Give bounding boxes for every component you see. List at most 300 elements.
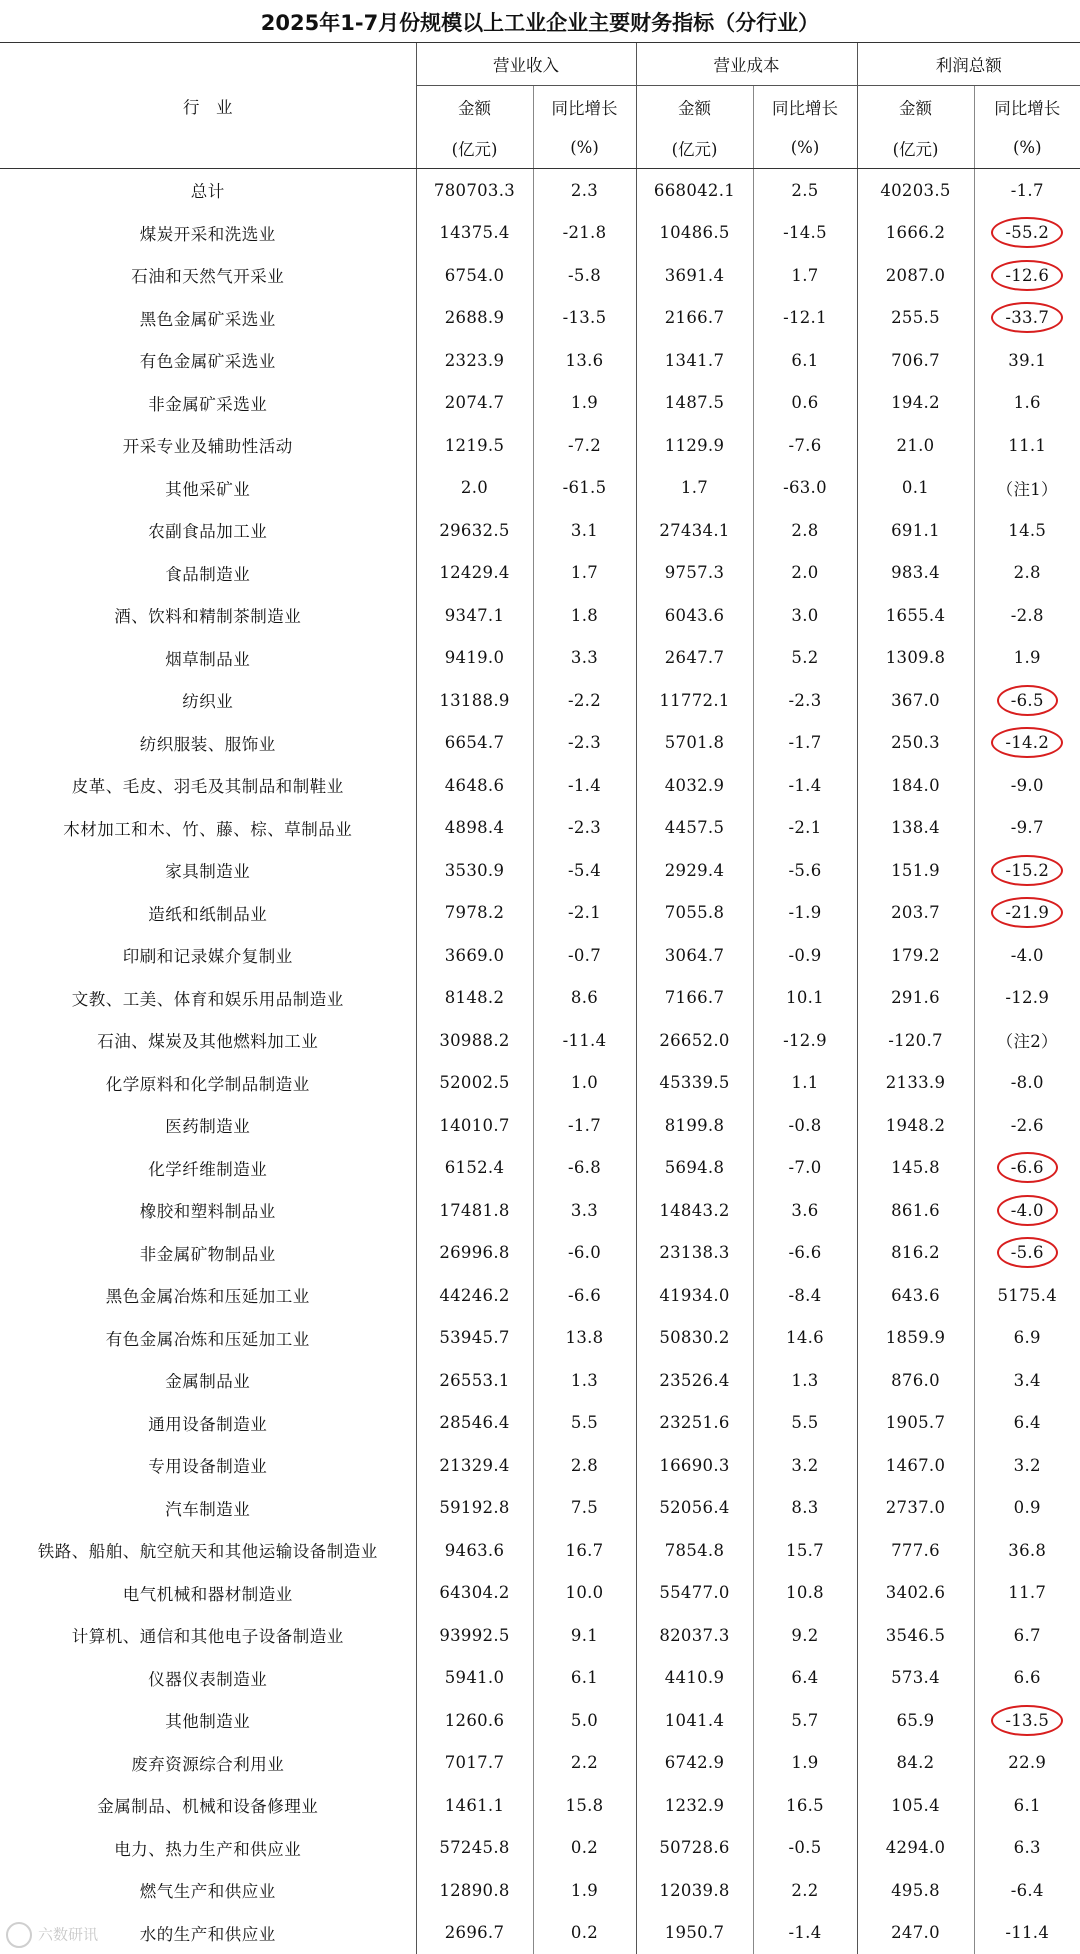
revenue-yoy-cell	[533, 212, 636, 255]
cost-yoy: -0.9	[788, 945, 822, 965]
profit-yoy-cell	[974, 382, 1080, 425]
industry-name-cell	[0, 1784, 416, 1827]
cost-yoy-cell	[753, 467, 857, 510]
cost-yoy: 3.6	[791, 1200, 819, 1220]
revenue-yoy: -5.4	[567, 860, 601, 880]
revenue-yoy-cell	[533, 1189, 636, 1232]
profit-yoy-cell	[974, 424, 1080, 467]
cost-yoy-cell	[753, 1444, 857, 1487]
cost-amount: 52056.4	[659, 1498, 730, 1518]
cost-yoy-cell	[753, 1402, 857, 1445]
cost-amount: 3064.7	[664, 945, 725, 965]
industry-name-cell	[0, 212, 416, 255]
profit-amount-cell	[857, 297, 974, 340]
industry-name-cell	[0, 679, 416, 722]
cost-yoy-cell	[753, 1359, 857, 1402]
profit-yoy-cell	[974, 212, 1080, 255]
profit-amount-cell	[857, 1019, 974, 1062]
revenue-amount: 14375.4	[439, 223, 510, 243]
table-row	[0, 849, 1080, 892]
profit-amount: 179.2	[891, 945, 940, 965]
cost-yoy: 5.2	[791, 648, 819, 668]
revenue-yoy: -7.2	[567, 435, 601, 455]
circled-profit-yoy: -14.2	[991, 727, 1063, 758]
revenue-yoy: -21.8	[562, 223, 607, 243]
industry-name: 印刷和记录媒介复制业	[122, 947, 293, 967]
cost-amount-cell	[636, 509, 753, 552]
profit-amount: 203.7	[891, 903, 940, 923]
revenue-amount: 13188.9	[439, 690, 510, 710]
profit-amount: 643.6	[891, 1285, 940, 1305]
cost-amount: 14843.2	[659, 1200, 730, 1220]
profit-yoy-cell	[974, 1699, 1080, 1742]
revenue-yoy-cell	[533, 934, 636, 977]
industry-name-cell	[0, 1019, 416, 1062]
industry-name-cell	[0, 1572, 416, 1615]
industry-name: 皮革、毛皮、羽毛及其制品和制鞋业	[71, 777, 344, 797]
industry-name: 通用设备制造业	[148, 1414, 268, 1434]
table-row	[0, 1232, 1080, 1275]
revenue-amount-cell	[416, 169, 533, 212]
revenue-amount-cell	[416, 552, 533, 595]
profit-amount-cell	[857, 1104, 974, 1147]
cost-amount: 9757.3	[664, 563, 725, 583]
revenue-yoy: 9.1	[570, 1625, 599, 1645]
revenue-yoy-cell	[533, 764, 636, 807]
profit-yoy-cell	[974, 722, 1080, 765]
profit-yoy-cell	[974, 977, 1080, 1020]
profit-amount-cell	[857, 212, 974, 255]
profit-yoy: 0.9	[1013, 1498, 1041, 1518]
profit-amount-cell	[857, 509, 974, 552]
cost-yoy-cell	[753, 254, 857, 297]
revenue-amount: 6654.7	[444, 733, 505, 753]
profit-yoy: 6.7	[1013, 1625, 1041, 1645]
table-row	[0, 1614, 1080, 1657]
revenue-amount: 6152.4	[444, 1158, 505, 1178]
cost-amount: 8199.8	[664, 1115, 725, 1135]
revenue-amount-cell	[416, 1402, 533, 1445]
table-row	[0, 977, 1080, 1020]
profit-yoy-cell	[974, 1274, 1080, 1317]
revenue-yoy: 3.1	[570, 520, 599, 540]
revenue-amount-cell	[416, 1232, 533, 1275]
table-row	[0, 1062, 1080, 1105]
industry-name-cell	[0, 1232, 416, 1275]
cost-amount-cell	[636, 467, 753, 510]
profit-yoy: 5175.4	[997, 1285, 1058, 1305]
table-row	[0, 339, 1080, 382]
industry-name: 电气机械和器材制造业	[122, 1584, 293, 1604]
cost-yoy-cell	[753, 1657, 857, 1700]
cost-amount: 6742.9	[664, 1753, 725, 1773]
cost-yoy-cell	[753, 1742, 857, 1785]
revenue-yoy: 1.9	[570, 393, 599, 413]
revenue-yoy-cell	[533, 1147, 636, 1190]
cost-yoy-unit: (%)	[753, 127, 857, 169]
cost-amount: 12039.8	[659, 1880, 730, 1900]
circled-profit-yoy: -6.6	[997, 1152, 1058, 1183]
table-row	[0, 1784, 1080, 1827]
cost-yoy-cell	[753, 1274, 857, 1317]
cost-yoy: -0.8	[788, 1115, 822, 1135]
revenue-yoy: 3.3	[570, 648, 599, 668]
cost-amount-cell	[636, 1869, 753, 1912]
industry-name: 黑色金属矿采选业	[139, 309, 276, 329]
profit-amount-cell	[857, 1529, 974, 1572]
profit-yoy: 6.1	[1013, 1795, 1041, 1815]
revenue-yoy-cell	[533, 807, 636, 850]
revenue-amount-cell	[416, 977, 533, 1020]
cost-yoy: 1.3	[791, 1370, 819, 1390]
watermark-logo-icon	[6, 1922, 32, 1948]
cost-yoy: -12.1	[783, 308, 827, 328]
industry-name: 其他采矿业	[165, 479, 251, 499]
table-row	[0, 934, 1080, 977]
revenue-amount: 1219.5	[444, 435, 505, 455]
profit-yoy-cell	[974, 1742, 1080, 1785]
circled-profit-yoy: -4.0	[997, 1195, 1058, 1226]
profit-amount-cell	[857, 1274, 974, 1317]
revenue-yoy: 6.1	[570, 1668, 599, 1688]
revenue-yoy-cell	[533, 977, 636, 1020]
revenue-yoy: 16.7	[565, 1540, 604, 1560]
profit-amount-cell	[857, 1572, 974, 1615]
table-row	[0, 1147, 1080, 1190]
profit-yoy: -11.4	[1005, 1923, 1050, 1943]
cost-yoy: 2.2	[791, 1880, 819, 1900]
cost-yoy: -8.4	[788, 1285, 822, 1305]
industry-name-cell	[0, 1444, 416, 1487]
profit-amount-cell	[857, 1614, 974, 1657]
revenue-yoy-cell	[533, 594, 636, 637]
revenue-yoy-cell	[533, 424, 636, 467]
industry-name: 煤炭开采和洗选业	[139, 224, 276, 244]
revenue-header: 营业收入	[416, 43, 636, 86]
revenue-yoy: 2.8	[570, 1455, 599, 1475]
revenue-yoy-cell	[533, 297, 636, 340]
revenue-amount-cell	[416, 892, 533, 935]
cost-yoy: -1.7	[788, 733, 822, 753]
cost-yoy: 6.4	[791, 1668, 819, 1688]
revenue-yoy-cell	[533, 1869, 636, 1912]
revenue-amount-cell	[416, 1912, 533, 1954]
profit-yoy-cell	[974, 552, 1080, 595]
profit-amount: 2737.0	[885, 1498, 946, 1518]
circled-profit-yoy: -33.7	[991, 302, 1063, 333]
revenue-yoy: -13.5	[562, 308, 607, 328]
table-row	[0, 1019, 1080, 1062]
cost-amount: 6043.6	[664, 605, 725, 625]
industry-name-cell	[0, 1147, 416, 1190]
revenue-yoy-header: 同比增长	[533, 86, 636, 128]
profit-yoy: 22.9	[1008, 1753, 1047, 1773]
table-row	[0, 722, 1080, 765]
industry-name-cell	[0, 1487, 416, 1530]
industry-name: 有色金属冶炼和压延加工业	[105, 1329, 310, 1349]
table-row	[0, 1699, 1080, 1742]
profit-amount: 367.0	[891, 690, 940, 710]
profit-yoy-cell	[974, 339, 1080, 382]
table-row	[0, 1827, 1080, 1870]
cost-yoy: -7.6	[788, 435, 822, 455]
profit-amount: -120.7	[888, 1030, 943, 1050]
revenue-amount: 17481.8	[439, 1200, 510, 1220]
industry-name-cell	[0, 424, 416, 467]
cost-amount: 23251.6	[659, 1413, 730, 1433]
cost-yoy-cell	[753, 1019, 857, 1062]
industry-name: 废弃资源综合利用业	[131, 1754, 285, 1774]
cost-yoy-cell	[753, 552, 857, 595]
industry-name-cell	[0, 552, 416, 595]
profit-amount-cell	[857, 382, 974, 425]
profit-yoy: 3.2	[1013, 1455, 1041, 1475]
table-row	[0, 1572, 1080, 1615]
circled-profit-yoy: -13.5	[991, 1705, 1063, 1736]
revenue-amount-cell	[416, 934, 533, 977]
revenue-amount: 64304.2	[439, 1583, 510, 1603]
circled-profit-yoy: -5.6	[997, 1237, 1058, 1268]
profit-yoy-cell	[974, 679, 1080, 722]
profit-amount: 3546.5	[885, 1625, 946, 1645]
revenue-yoy-cell	[533, 1614, 636, 1657]
cost-amount-cell	[636, 679, 753, 722]
profit-amount-cell	[857, 1827, 974, 1870]
revenue-amount: 5941.0	[444, 1668, 505, 1688]
cost-yoy-cell	[753, 1827, 857, 1870]
profit-yoy-cell	[974, 1189, 1080, 1232]
cost-yoy: -63.0	[783, 478, 827, 498]
cost-amount-cell	[636, 637, 753, 680]
industry-name: 石油和天然气开采业	[131, 267, 285, 287]
revenue-yoy-cell	[533, 1402, 636, 1445]
revenue-amount-cell	[416, 1572, 533, 1615]
profit-amount-cell	[857, 1699, 974, 1742]
industry-name: 专用设备制造业	[148, 1457, 268, 1477]
industry-name: 家具制造业	[165, 862, 251, 882]
revenue-yoy-cell	[533, 254, 636, 297]
cost-yoy: 1.7	[791, 265, 819, 285]
industry-name-cell	[0, 382, 416, 425]
industry-name: 纺织业	[182, 692, 234, 712]
revenue-yoy-cell	[533, 1444, 636, 1487]
cost-yoy: 10.1	[786, 988, 824, 1008]
cost-yoy-cell	[753, 1912, 857, 1954]
revenue-yoy: 5.0	[570, 1710, 599, 1730]
profit-amount-cell	[857, 722, 974, 765]
cost-amount-cell	[636, 1359, 753, 1402]
table-row	[0, 1402, 1080, 1445]
cost-amount: 1487.5	[664, 393, 725, 413]
revenue-amount-cell	[416, 297, 533, 340]
profit-amount: 983.4	[891, 563, 940, 583]
profit-amount-cell	[857, 1657, 974, 1700]
profit-amount-cell	[857, 807, 974, 850]
revenue-amount: 21329.4	[439, 1455, 510, 1475]
table-row	[0, 764, 1080, 807]
profit-amount: 1905.7	[885, 1413, 946, 1433]
industry-name: 造纸和纸制品业	[148, 904, 268, 924]
profit-yoy: -2.6	[1010, 1115, 1044, 1135]
revenue-yoy-cell	[533, 1232, 636, 1275]
industry-name-cell	[0, 764, 416, 807]
revenue-amount: 29632.5	[439, 520, 510, 540]
profit-yoy-cell	[974, 1529, 1080, 1572]
cost-amount-cell	[636, 594, 753, 637]
table-row	[0, 1869, 1080, 1912]
table-row	[0, 1359, 1080, 1402]
table-row	[0, 1529, 1080, 1572]
revenue-amount-cell	[416, 1317, 533, 1360]
profit-amount: 1859.9	[885, 1328, 946, 1348]
profit-amount-header: 金额	[857, 86, 974, 128]
cost-amount-cell	[636, 1699, 753, 1742]
revenue-amount: 14010.7	[439, 1115, 510, 1135]
profit-amount-cell	[857, 637, 974, 680]
profit-yoy: -9.7	[1010, 818, 1044, 838]
revenue-yoy: -6.8	[567, 1158, 601, 1178]
cost-amount-cell	[636, 212, 753, 255]
industry-name: 汽车制造业	[165, 1499, 251, 1519]
revenue-yoy-cell	[533, 1529, 636, 1572]
profit-yoy-cell	[974, 1572, 1080, 1615]
profit-yoy: 36.8	[1008, 1540, 1047, 1560]
industry-name: 食品制造业	[165, 564, 251, 584]
cost-amount-cell	[636, 382, 753, 425]
cost-yoy: 3.2	[791, 1455, 819, 1475]
revenue-yoy-cell	[533, 1572, 636, 1615]
cost-amount: 4410.9	[664, 1668, 725, 1688]
cost-yoy: -2.1	[788, 818, 822, 838]
cost-yoy-cell	[753, 807, 857, 850]
cost-yoy: 2.5	[791, 180, 819, 200]
revenue-amount-cell	[416, 509, 533, 552]
profit-amount: 495.8	[891, 1880, 940, 1900]
profit-yoy-cell	[974, 1912, 1080, 1954]
industry-name-cell	[0, 1869, 416, 1912]
industry-name: 仪器仪表制造业	[148, 1669, 268, 1689]
profit-amount: 21.0	[896, 435, 935, 455]
cost-amount: 26652.0	[659, 1030, 730, 1050]
cost-yoy-cell	[753, 934, 857, 977]
profit-amount-cell	[857, 1784, 974, 1827]
cost-amount: 7166.7	[664, 988, 725, 1008]
profit-yoy-cell	[974, 467, 1080, 510]
table-row	[0, 892, 1080, 935]
profit-yoy-cell	[974, 1657, 1080, 1700]
profit-yoy-header: 同比增长	[974, 86, 1080, 128]
profit-yoy: （注2）	[996, 1032, 1058, 1052]
industry-name: 酒、饮料和精制茶制造业	[114, 607, 302, 627]
cost-yoy-cell	[753, 1572, 857, 1615]
revenue-amount-cell	[416, 424, 533, 467]
revenue-yoy: -2.3	[567, 818, 601, 838]
revenue-yoy-cell	[533, 1657, 636, 1700]
cost-yoy: 9.2	[791, 1625, 819, 1645]
table-row	[0, 679, 1080, 722]
table-row	[0, 807, 1080, 850]
cost-yoy-cell	[753, 1104, 857, 1147]
circled-profit-yoy: -21.9	[991, 897, 1063, 928]
cost-amount: 5701.8	[664, 733, 725, 753]
revenue-yoy: -6.6	[567, 1285, 601, 1305]
industry-name-cell	[0, 509, 416, 552]
cost-amount-cell	[636, 764, 753, 807]
cost-yoy-cell	[753, 1062, 857, 1105]
profit-yoy-cell	[974, 509, 1080, 552]
industry-name: 其他制造业	[165, 1712, 251, 1732]
profit-amount: 1666.2	[885, 223, 946, 243]
profit-yoy-cell	[974, 1147, 1080, 1190]
profit-yoy-cell	[974, 169, 1080, 212]
industry-name: 金属制品业	[165, 1372, 251, 1392]
cost-yoy-cell	[753, 892, 857, 935]
cost-amount-cell	[636, 1062, 753, 1105]
profit-amount-cell	[857, 1912, 974, 1954]
revenue-yoy-cell	[533, 1274, 636, 1317]
profit-yoy-cell	[974, 1487, 1080, 1530]
cost-yoy: -7.0	[788, 1158, 822, 1178]
industry-name: 化学原料和化学制品制造业	[105, 1074, 310, 1094]
profit-amount-cell	[857, 169, 974, 212]
industry-name-cell	[0, 339, 416, 382]
profit-yoy-cell	[974, 1317, 1080, 1360]
revenue-yoy: 1.9	[570, 1880, 599, 1900]
revenue-amount: 9347.1	[444, 605, 505, 625]
industry-name-cell	[0, 977, 416, 1020]
table-row	[0, 1657, 1080, 1700]
profit-amount: 0.1	[901, 478, 930, 498]
profit-amount: 138.4	[891, 818, 940, 838]
cost-yoy-cell	[753, 637, 857, 680]
revenue-amount: 53945.7	[439, 1328, 510, 1348]
profit-amount: 151.9	[891, 860, 940, 880]
industry-name: 橡胶和塑料制品业	[139, 1202, 276, 1222]
cost-header: 营业成本	[636, 43, 857, 86]
revenue-amount-cell	[416, 382, 533, 425]
profit-amount: 706.7	[891, 350, 940, 370]
revenue-amount-cell	[416, 849, 533, 892]
profit-yoy-cell	[974, 1402, 1080, 1445]
revenue-yoy: -2.1	[567, 903, 601, 923]
profit-amount-cell	[857, 764, 974, 807]
profit-amount-cell	[857, 594, 974, 637]
industry-name-cell	[0, 1402, 416, 1445]
industry-name: 文教、工美、体育和娱乐用品制造业	[71, 989, 344, 1009]
cost-yoy-cell	[753, 679, 857, 722]
cost-yoy-cell	[753, 1869, 857, 1912]
cost-yoy-cell	[753, 764, 857, 807]
cost-amount-cell	[636, 1274, 753, 1317]
revenue-yoy: 1.7	[570, 563, 599, 583]
table-row	[0, 1444, 1080, 1487]
cost-yoy: 5.7	[791, 1710, 819, 1730]
revenue-yoy-cell	[533, 1359, 636, 1402]
revenue-amount-cell	[416, 807, 533, 850]
cost-yoy: 2.0	[791, 563, 819, 583]
cost-amount: 5694.8	[664, 1158, 725, 1178]
profit-yoy-cell	[974, 934, 1080, 977]
cost-yoy-cell	[753, 382, 857, 425]
profit-yoy: 14.5	[1008, 520, 1047, 540]
industry-name: 石油、煤炭及其他燃料加工业	[97, 1032, 319, 1052]
cost-amount: 1232.9	[664, 1795, 725, 1815]
revenue-yoy-cell	[533, 722, 636, 765]
revenue-amount-cell	[416, 594, 533, 637]
profit-yoy: -8.0	[1010, 1073, 1044, 1093]
revenue-amount: 93992.5	[439, 1625, 510, 1645]
revenue-yoy: 1.3	[570, 1370, 599, 1390]
